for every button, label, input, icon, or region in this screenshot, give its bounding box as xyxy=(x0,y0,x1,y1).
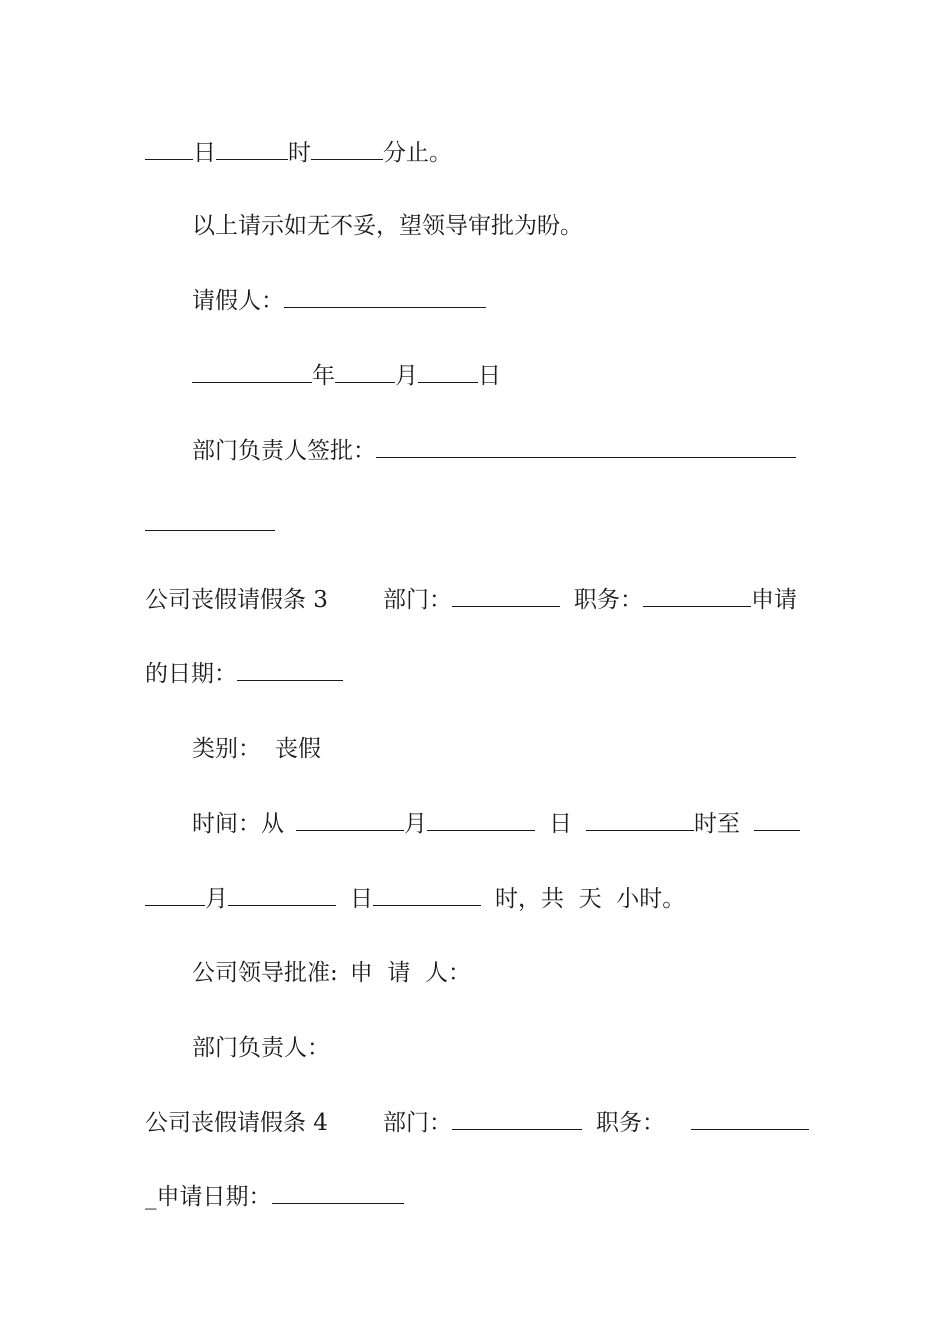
apply-date-field[interactable] xyxy=(237,655,343,681)
dept-head-approval-field[interactable] xyxy=(376,432,796,458)
dept-label: 部门： xyxy=(383,587,452,613)
apply-date-field[interactable] xyxy=(272,1178,404,1204)
leader-approval-label: 公司领导批准: xyxy=(192,960,338,986)
from-hour-field[interactable] xyxy=(586,805,694,831)
hour-to-label: 时至 xyxy=(694,811,740,837)
section-3-dept-head-line xyxy=(192,1028,330,1068)
apply-date-label: 申请日期： xyxy=(156,1184,272,1210)
month-field[interactable] xyxy=(335,357,395,383)
dept-label: 部门： xyxy=(383,1110,452,1136)
underscore-prefix: _ xyxy=(145,1184,157,1210)
position-field[interactable] xyxy=(691,1104,809,1130)
dept-field[interactable] xyxy=(452,1104,582,1130)
time-from-label: 时间：从 xyxy=(192,811,284,837)
dept-head-approval-label: 部门负责人签批： xyxy=(192,438,376,464)
blank-field[interactable] xyxy=(311,134,383,160)
applicant-line xyxy=(192,281,486,321)
to-day-field[interactable] xyxy=(228,880,336,906)
position-label: 职务： xyxy=(574,587,643,613)
applicant-signature-field[interactable] xyxy=(284,282,486,308)
section-3-title: 公司丧假请假条 3 xyxy=(145,587,328,613)
section-3-leader-line xyxy=(192,953,471,993)
month-label: 月 xyxy=(205,886,228,912)
position-label: 职务： xyxy=(596,1110,665,1136)
section-3-time-line-2 xyxy=(145,879,685,919)
section-4-date-line xyxy=(145,1177,404,1217)
section-4-title: 公司丧假请假条 4 xyxy=(145,1110,328,1136)
blank-field[interactable] xyxy=(216,134,288,160)
apply-date-label: 的日期： xyxy=(145,661,237,687)
month-label: 月 xyxy=(404,811,427,837)
day-label: 日 xyxy=(350,886,373,912)
section-3-header-line xyxy=(145,580,797,620)
blank-field[interactable] xyxy=(145,134,193,160)
approval-request-text: 以上请示如无不妥，望领导审批为盼。 xyxy=(192,213,583,239)
dept-field[interactable] xyxy=(452,581,560,607)
type-label: 类别： xyxy=(192,736,261,762)
from-month-field[interactable] xyxy=(296,805,404,831)
hour-label: 时 xyxy=(288,140,311,166)
applicant-label: 请假人： xyxy=(192,288,284,314)
to-field[interactable] xyxy=(754,805,800,831)
type-value: 丧假 xyxy=(275,736,321,762)
dept-head-approval-line xyxy=(192,431,796,471)
approval-request-line xyxy=(192,206,583,246)
section-3-time-line xyxy=(192,804,800,844)
from-day-field[interactable] xyxy=(427,805,535,831)
section-3-date-line xyxy=(145,654,343,694)
time-end-line xyxy=(145,133,452,173)
to-month-field[interactable] xyxy=(145,880,205,906)
year-label: 年 xyxy=(312,363,335,389)
blank-field[interactable] xyxy=(145,505,275,531)
month-label: 月 xyxy=(395,363,418,389)
date-line xyxy=(192,356,501,396)
applicant-label: 申 请 人： xyxy=(349,960,471,986)
day-label: 日 xyxy=(193,140,216,166)
year-field[interactable] xyxy=(192,357,312,383)
dept-head-label: 部门负责人： xyxy=(192,1035,330,1061)
dept-head-approval-continuation xyxy=(145,504,275,544)
to-hour-field[interactable] xyxy=(373,880,481,906)
position-field[interactable] xyxy=(643,581,751,607)
section-4-header-line xyxy=(145,1103,809,1143)
duration-text: 时，共 天 小时。 xyxy=(495,886,686,912)
apply-label: 申请 xyxy=(751,587,797,613)
day-label: 日 xyxy=(549,811,572,837)
day-field[interactable] xyxy=(418,357,478,383)
section-3-type-line xyxy=(192,729,321,769)
minute-end-label: 分止。 xyxy=(383,140,452,166)
day-label: 日 xyxy=(478,363,501,389)
